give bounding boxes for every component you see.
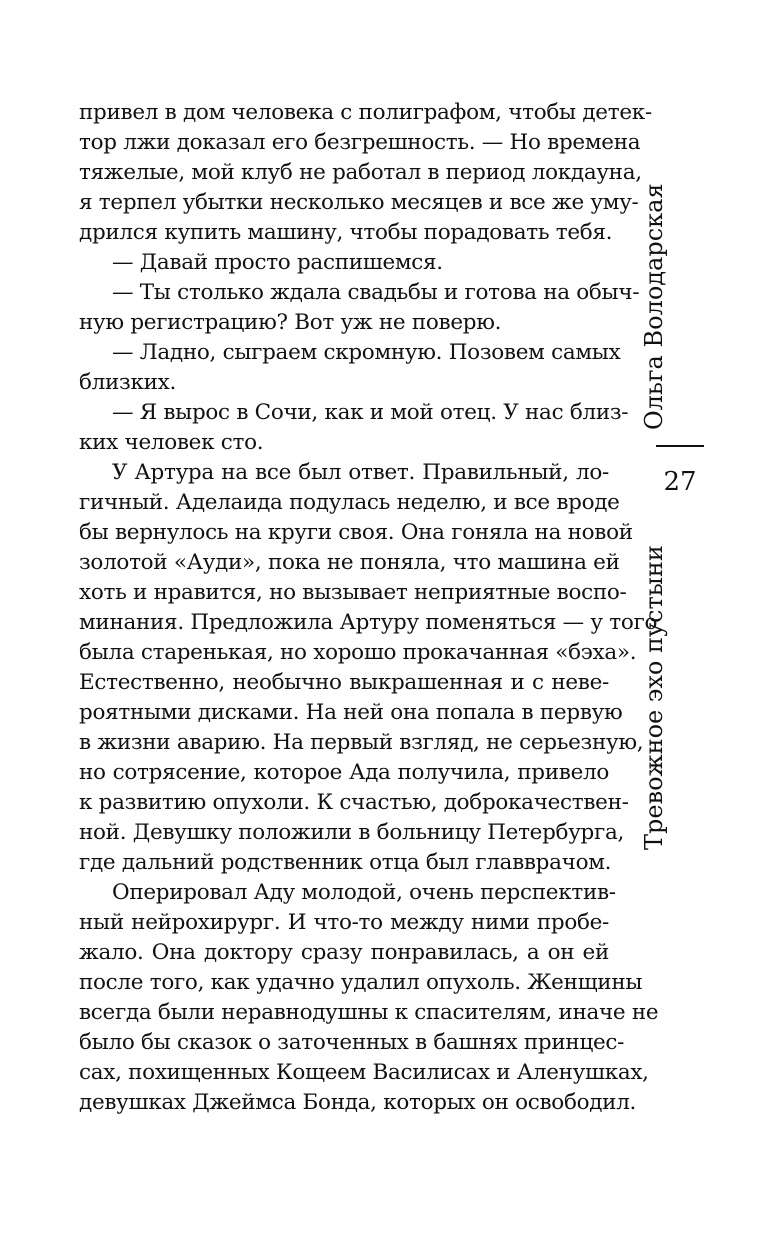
running-head-book-title: Тревожное эхо пустыни bbox=[640, 545, 668, 850]
page-number: 27 bbox=[663, 467, 697, 497]
running-head-divider bbox=[656, 445, 704, 447]
text-line: в жизни аварию. На первый взгляд, не серьезную, bbox=[79, 730, 644, 755]
text-line: всегда были неравнодушны к спасителям, иначе не bbox=[79, 1000, 659, 1025]
text-line: было бы сказок о заточенных в башнях принцес- bbox=[79, 1030, 625, 1055]
text-line: тор лжи доказал его безгрешность. — Но времена bbox=[79, 130, 641, 155]
text-line: привел в дом человека с полиграфом, чтобы детек- bbox=[79, 100, 652, 125]
text-line: хоть и нравится, но вызывает неприятные воспо- bbox=[79, 580, 627, 605]
text-line: У Артура на все был ответ. Правильный, ло- bbox=[112, 460, 609, 485]
running-head-author: Ольга Володарская bbox=[640, 183, 668, 430]
text-line: Естественно, необычно выкрашенная и с неве- bbox=[79, 670, 609, 695]
text-line: — Давай просто распишемся. bbox=[112, 250, 443, 275]
text-line: — Ты столько ждала свадьбы и готова на обыч- bbox=[112, 280, 640, 305]
text-line: после того, как удачно удалил опухоль. Женщины bbox=[79, 970, 643, 995]
text-line: бы вернулось на круги своя. Она гоняла на новой bbox=[79, 520, 633, 545]
text-line: к развитию опухоли. К счастью, доброкачествен- bbox=[79, 790, 629, 815]
text-line: ких человек сто. bbox=[79, 430, 264, 455]
text-line: гичный. Аделаида подулась неделю, и все вроде bbox=[79, 490, 620, 515]
text-line: — Я вырос в Сочи, как и мой отец. У нас близ- bbox=[112, 400, 629, 425]
text-line: но сотрясение, которое Ада получила, привело bbox=[79, 760, 609, 785]
text-line: ный нейрохирург. И что-то между ними пробе- bbox=[79, 910, 609, 935]
running-head bbox=[640, 183, 700, 850]
text-line: была старенькая, но хорошо прокачанная «бэха». bbox=[79, 640, 637, 665]
text-line: где дальний родственник отца был главврачом. bbox=[79, 850, 612, 875]
text-line: ную регистрацию? Вот уж не поверю. bbox=[79, 310, 502, 335]
text-line: жало. Она доктору сразу понравилась, а он ей bbox=[79, 940, 609, 965]
text-line: минания. Предложила Артуру поменяться — у того bbox=[79, 610, 658, 635]
text-line: близких. bbox=[79, 370, 176, 395]
text-line: я терпел убытки несколько месяцев и все же уму- bbox=[79, 190, 639, 215]
text-line: дрился купить машину, чтобы порадовать тебя. bbox=[79, 220, 613, 245]
text-line: девушках Джеймса Бонда, которых он освободил. bbox=[79, 1090, 637, 1115]
text-line: — Ладно, сыграем скромную. Позовем самых bbox=[112, 340, 621, 365]
text-line: сах, похищенных Кощеем Василисах и Аленушках, bbox=[79, 1060, 649, 1085]
text-line: золотой «Ауди», пока не поняла, что машина ей bbox=[79, 550, 620, 575]
text-line: тяжелые, мой клуб не работал в период локдауна, bbox=[79, 160, 642, 185]
text-line: ной. Девушку положили в больницу Петербурга, bbox=[79, 820, 625, 845]
text-line: Оперировал Аду молодой, очень перспектив- bbox=[112, 880, 616, 905]
text-line: роятными дисками. На ней она попала в первую bbox=[79, 700, 623, 725]
